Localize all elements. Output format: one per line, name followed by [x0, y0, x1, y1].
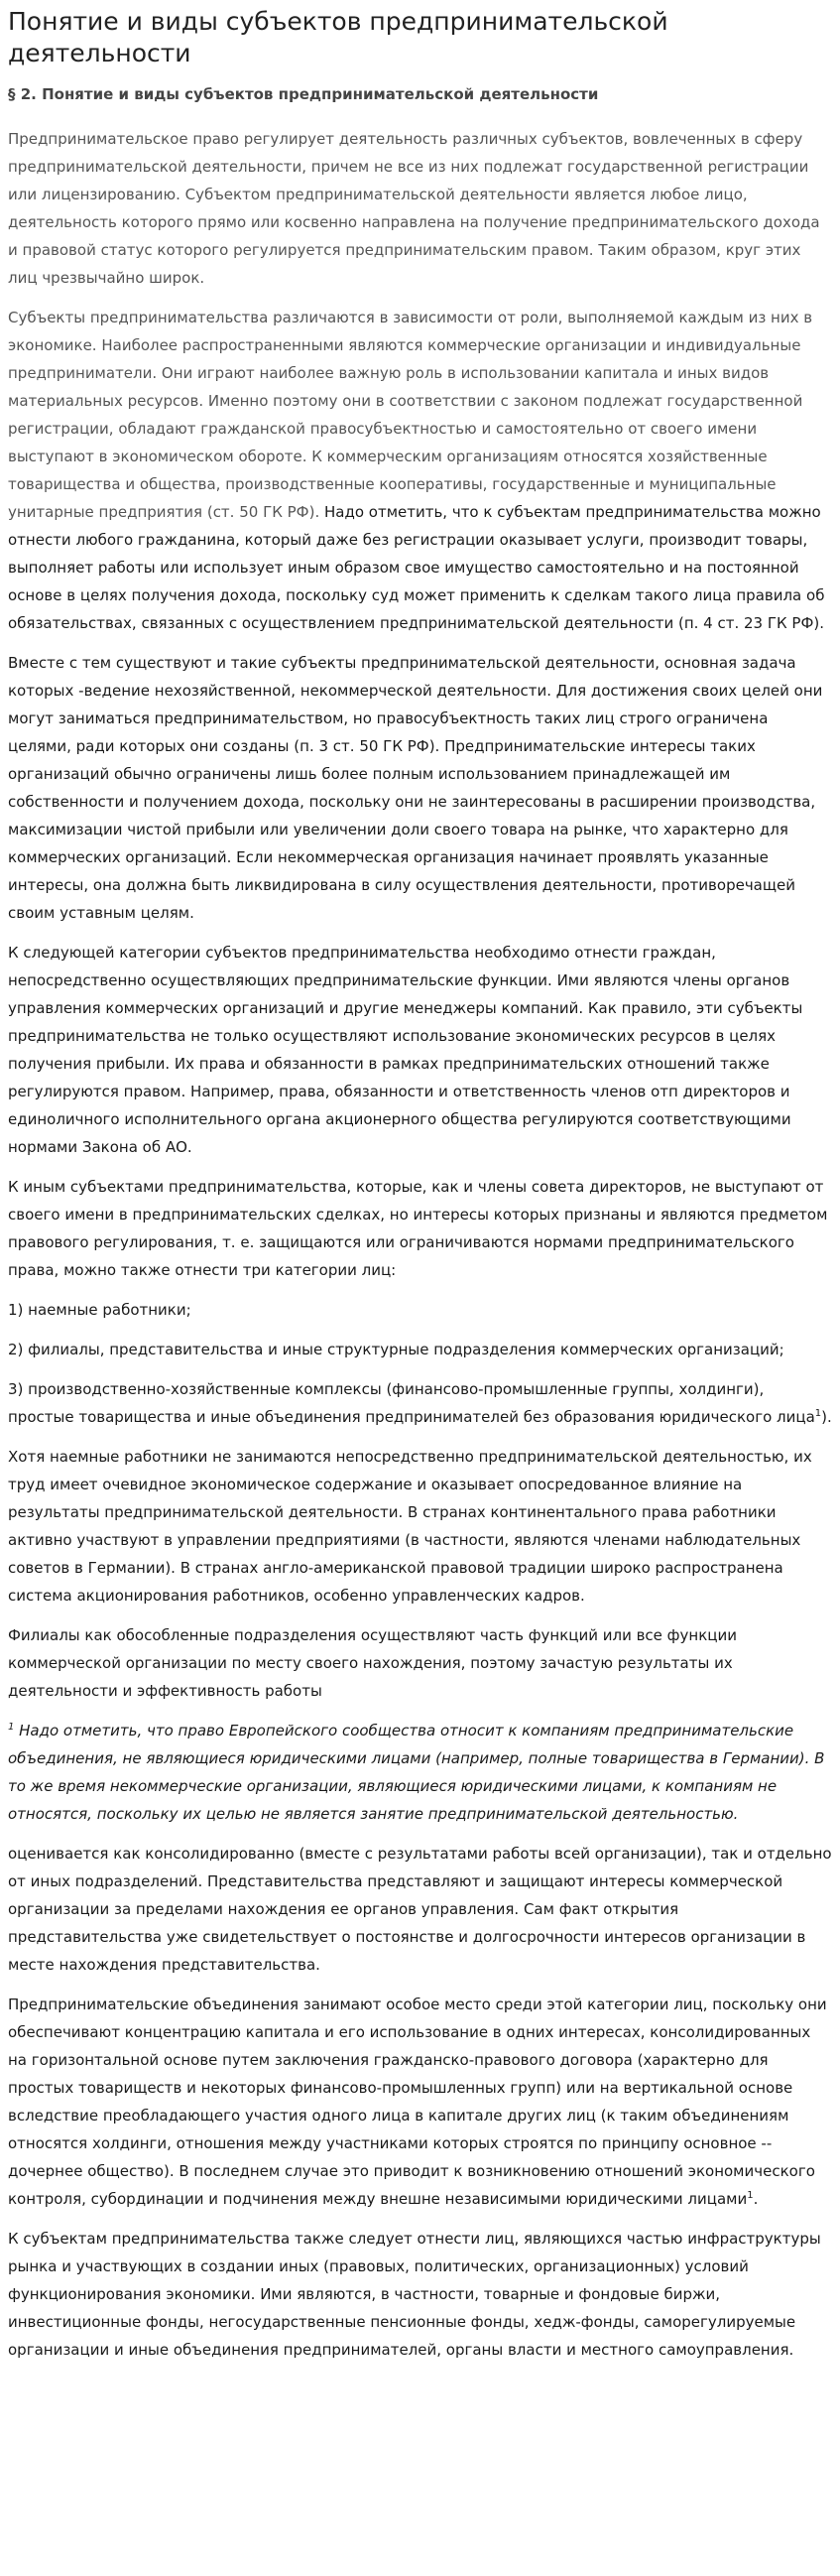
paragraph-infrastructure: К субъектам предпринимательства также следует отнести лиц, являющихся частью инфраструктуры рынка и участвующих в создании иных (правовых, политических, организационных) условий функционирования экономики. Ими являются, в частности, товарные и фондовые биржи, инвестиционные фонды, негосударственные пенсионные фонды, хедж-фонды, саморегулируемые организации и иные объединения предпринимателей, органы власти и местного самоуправления. — [8, 2230, 821, 2359]
section-heading: § 2. Понятие и виды субъектов предпринимательской деятельности — [8, 85, 599, 103]
paragraph-associations — [8, 1991, 832, 2213]
paragraph-other-subjects: К иным субъектами предпринимательства, которые, как и члены совета директоров, не выступают от своего имени в предпринимательских сделках, но интересы которых признаны и являются предметом правового регулирования, т. е. защищаются или ограничиваются нормами предпринимательского права, можно также отнести три категории лиц: — [8, 1178, 828, 1279]
paragraph-associations-text: Предпринимательские объединения занимают особое место среди этой категории лиц, поскольку они обеспечивают концентрацию капитала и его использование в одних интересах, консолидированных на горизонтальной основе путем заключения гражданско-правового договора (характерно для простых товариществ и некоторых финансово-промышленных групп) или на вертикальной основе вследствие преобладающего участия одного лица в капитале других лиц (к таким объединениям относятся холдинги, отношения между участниками которых строятся по принципу основное -- дочернее общество). В последнем случае это приводит к возникновению отношений экономического контроля, субординации и подчинения между внешне независимыми юридическими лицами — [8, 1996, 827, 2208]
paragraph-intro: Предпринимательское право регулирует деятельность различных субъектов, вовлеченных в сферу предпринимательской деятельности, причем не все из них подлежат государственной регистрации или лицензированию. Субъектом предпринимательской деятельности является любое лицо, деятельность которого прямо или косвенно направлена на получение предпринимательского дохода и правовой статус которого регулируется предпринимательским правом. Таким образом, круг этих лиц чрезвычайно широк. — [8, 130, 820, 287]
paragraph-associations-end: . — [753, 2190, 759, 2208]
list-item-complexes — [8, 1375, 832, 1431]
footnote — [8, 1717, 832, 1828]
paragraph-noncommercial: Вместе с тем существуют и такие субъекты предпринимательской деятельности, основная задача которых -ведение нехозяйственной, некоммерческой деятельности. Для достижения своих целей они могут заниматься предпринимательством, но правосубъектность таких лиц строго ограничена целями, ради которых они созданы (п. 3 ст. 50 ГК РФ). Предпринимательские интересы таких организаций обычно ограничены лишь более полным использованием принадлежащей им собственности и получением дохода, поскольку они не заинтересованы в расширении производства, максимизации чистой прибыли или увеличении доли своего товара на рынке, что характерно для коммерческих организаций. Если некоммерческая организация начинает проявлять указанные интересы, она должна быть ликвидирована в силу осуществления деятельности, противоречащей своим уставным целям. — [8, 654, 823, 922]
list-item-branches: 2) филиалы, представительства и иные структурные подразделения коммерческих организаций; — [8, 1341, 784, 1358]
page-title: Понятие и виды субъектов предпринимательской деятельности — [8, 7, 668, 67]
footnote-text: Надо отметить, что право Европейского сообщества относит к компаниям предпринимательские объединения, не являющиеся юридическими лицами (например, полные товарищества в Германии). В то же время некоммерческие организации, являющиеся юридическими лицами, к компаниям не относятся, поскольку их целью не является занятие предпринимательской деятельностью. — [8, 1722, 825, 1823]
list-item-complexes-end: ). — [821, 1408, 832, 1426]
paragraph-subject-types-part1: Субъекты предпринимательства различаются в зависимости от роли, выполняемой каждым из них в экономике. Наиболее распространенными являются коммерческие организации и индивидуальные предприниматели. Они играют наиболее важную роль в использовании капитала и иных видов материальных ресурсов. Именно поэтому они в соответствии с законом подлежат государственной регистрации, обладают гражданской правосубъектностью и самостоятельно от своего имени выступают в экономическом обороте. К коммерческим организациям относятся хозяйственные товарищества и общества, производственные кооперативы, государственные и муниципальные унитарные предприятия (ст. 50 ГК РФ). — [8, 309, 813, 521]
footnote-marker: 1 — [8, 1722, 15, 1733]
paragraph-subject-types — [8, 304, 832, 637]
list-item-complexes-text: 3) производственно-хозяйственные комплексы (финансово-промышленные группы, холдинги), простые товарищества и иные объединения предпринимателей без образования юридического лица — [8, 1380, 815, 1426]
paragraph-representative-offices: оценивается как консолидированно (вместе с результатами работы всей организации), так и отдельно от иных подразделений. Представительства представляют и защищают интересы коммерческой организации за пределами нахождения ее органов управления. Сам факт открытия представительства уже свидетельствует о постоянстве и долгосрочности интересов организации в месте нахождения представительства. — [8, 1845, 832, 1974]
footnote-ref: 1 — [747, 2190, 754, 2201]
paragraph-employees: Хотя наемные работники не занимаются непосредственно предпринимательской деятельностью, их труд имеет очевидное экономическое содержание и оказывает опосредованное влияние на результаты предпринимательской деятельности. В странах континентального права работники активно участвуют в управлении предприятиями (в частности, являются членами наблюдательных советов в Германии). В странах англо-американской правовой традиции широко распространена система акционирования работников, особенно управленческих кадров. — [8, 1448, 812, 1605]
footnote-ref: 1 — [814, 1408, 822, 1419]
paragraph-managers: К следующей категории субъектов предпринимательства необходимо отнести граждан, непосредственно осуществляющих предпринимательские функции. Ими являются члены органов управления коммерческих организаций и другие менеджеры компаний. Как правило, эти субъекты предпринимательства не только осуществляют использование экономических ресурсов в целях получения прибыли. Их права и обязанности в рамках предпринимательских отношений также регулируются правом. Например, права, обязанности и ответственность членов отп директоров и единоличного исполнительного органа акционерного общества регулируются соответствующими нормами Закона об АО. — [8, 944, 803, 1156]
paragraph-subject-types-part2: Надо отметить, что к субъектам предпринимательства можно отнести любого гражданина, который даже без регистрации оказывает услуги, производит товары, выполняет работы или использует иным образом свое имущество самостоятельно и на постоянной основе в целях получения дохода, поскольку суд может применить к сделкам такого лица правила об обязательствах, связанных с осуществлением предпринимательской деятельности (п. 4 ст. 23 ГК РФ). — [8, 503, 825, 632]
list-item-employees: 1) наемные работники; — [8, 1301, 191, 1319]
paragraph-branches: Филиалы как обособленные подразделения осуществляют часть функций или все функции коммерческой организации по месту своего нахождения, поэтому зачастую результаты их деятельности и эффективность работы — [8, 1626, 737, 1700]
